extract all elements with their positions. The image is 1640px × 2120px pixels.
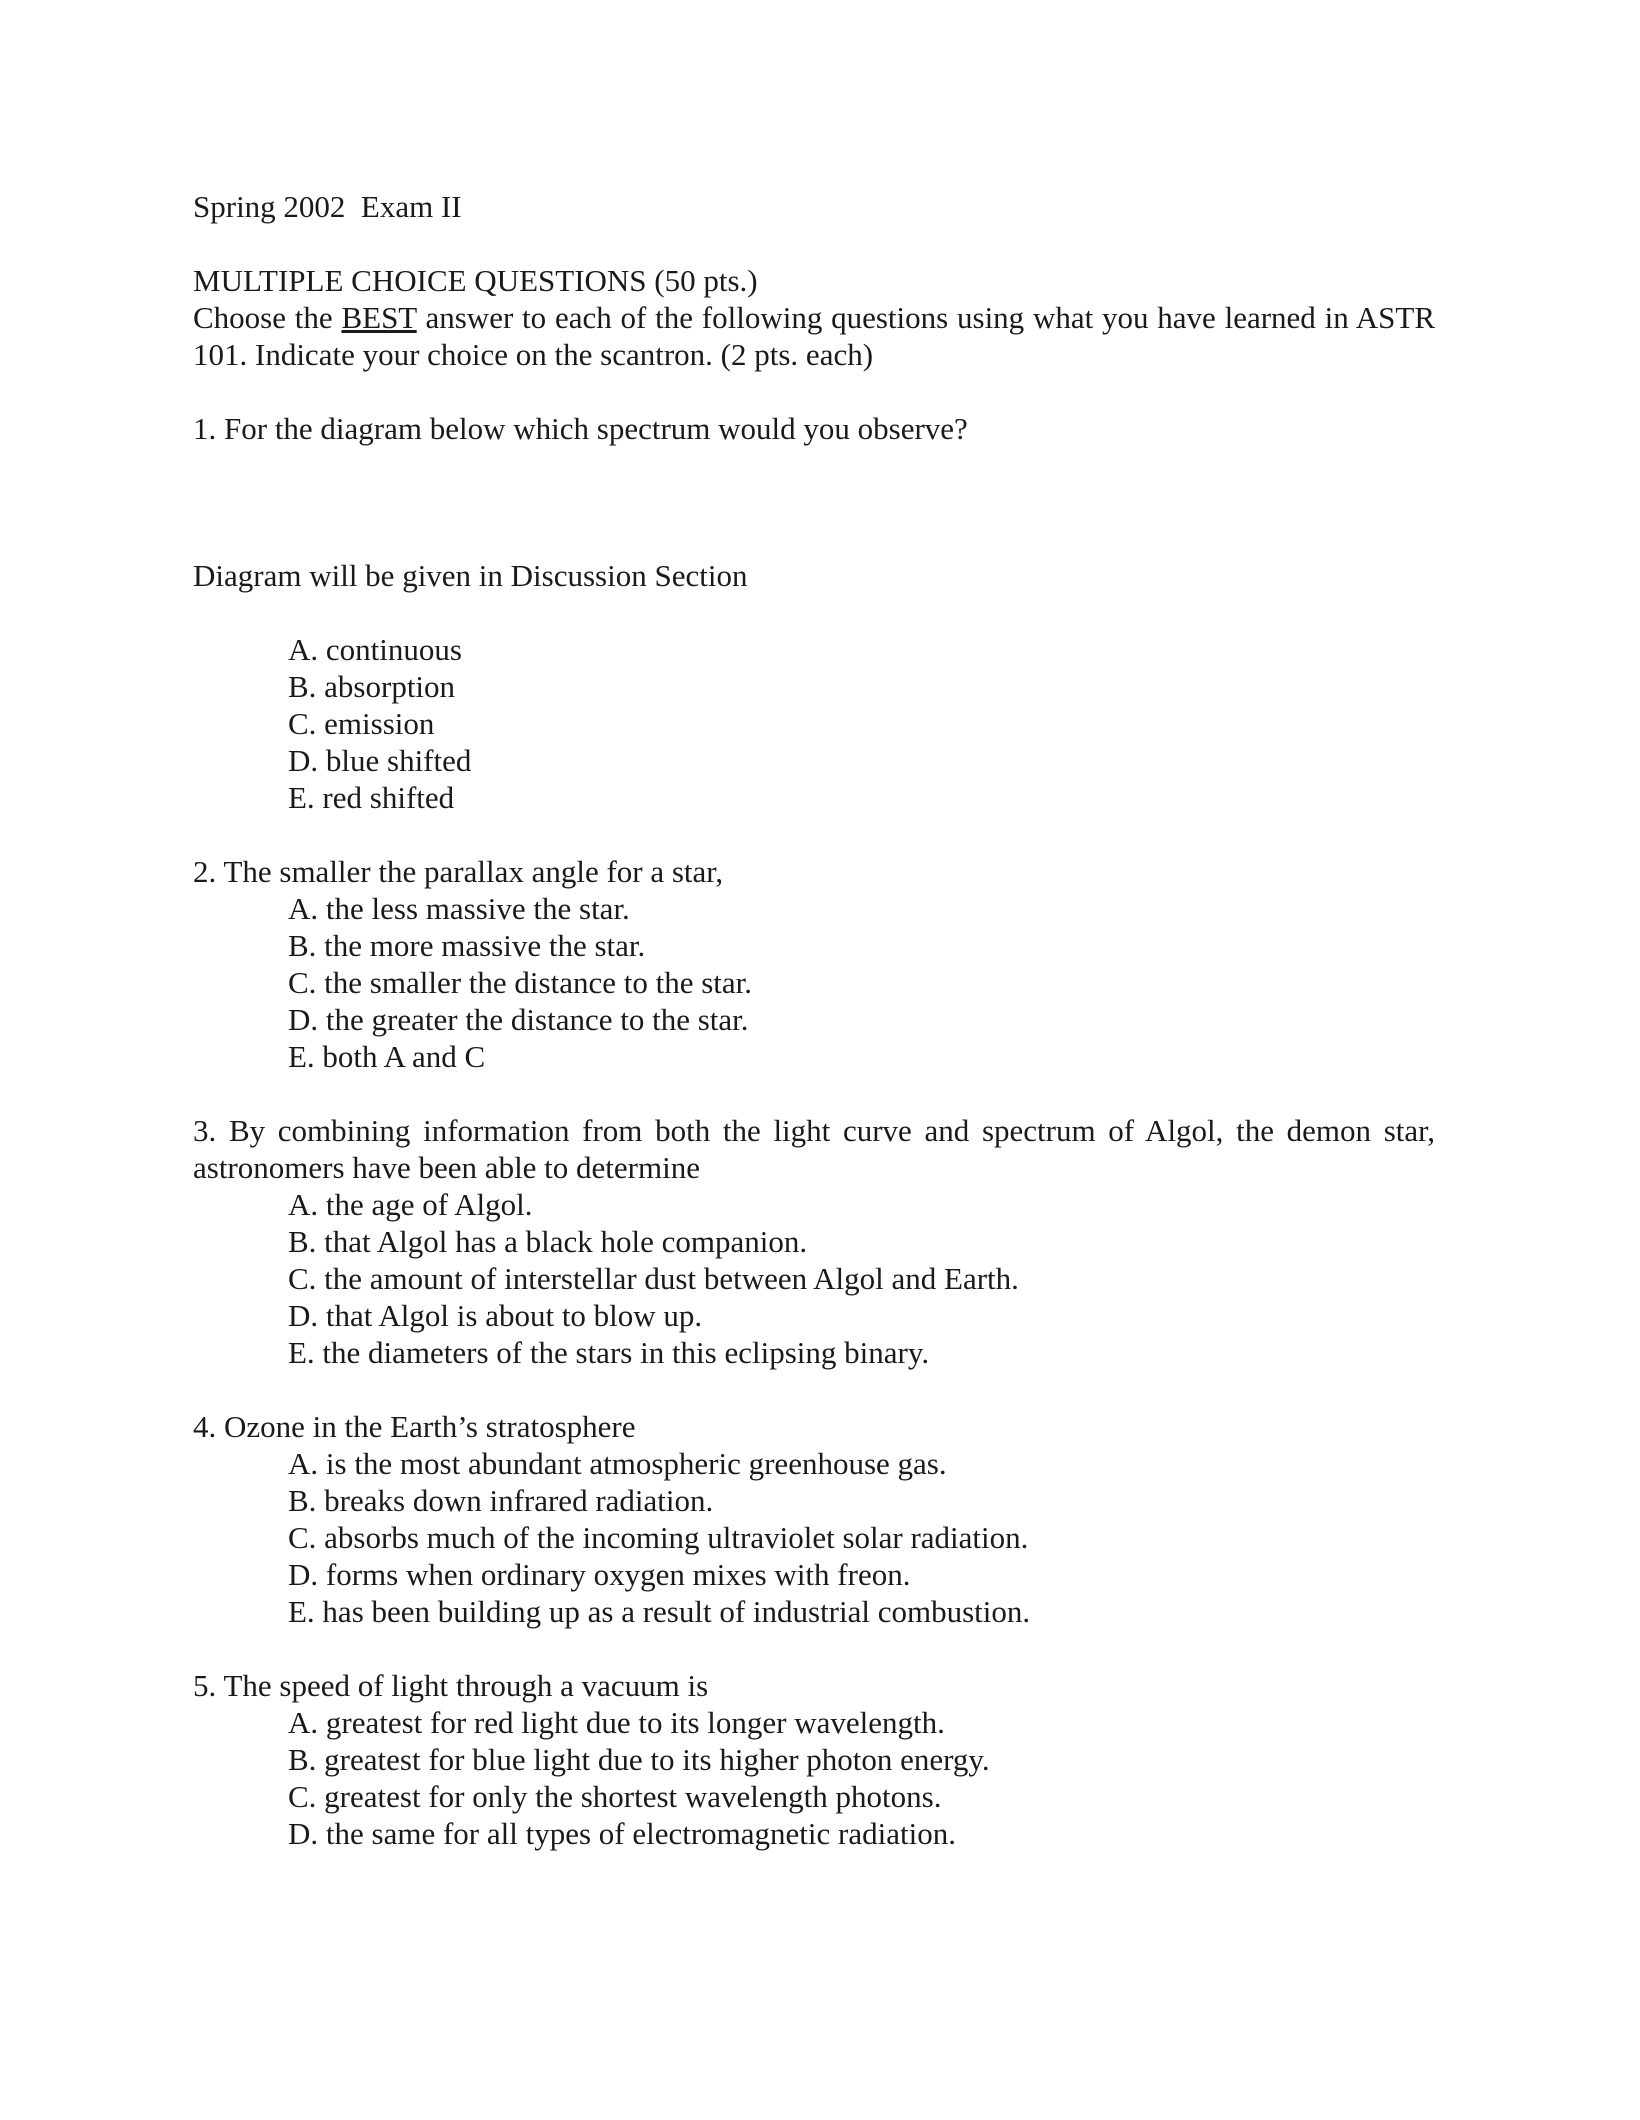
option-e: E. both A and C — [288, 1039, 486, 1074]
section-heading: MULTIPLE CHOICE QUESTIONS (50 pts.) — [193, 263, 758, 298]
answer-options — [193, 890, 1435, 1075]
option-a: A. the age of Algol. — [288, 1187, 533, 1222]
instructions-emphasis: BEST — [341, 300, 417, 335]
question-2 — [193, 853, 1435, 1075]
option-c: C. emission — [288, 706, 435, 741]
question-stem: 3. By combining information from both the light curve and spectrum of Algol, the demon star, astronomers have been able to determine — [193, 1113, 1435, 1185]
option-a: A. the less massive the star. — [288, 891, 630, 926]
instructions-end: answer to each of the following questions using what you have learned in ASTR 101. Indicate your choice on the scantron. (2 pts. each) — [193, 300, 1436, 372]
answer-options — [193, 631, 1435, 816]
exam-title: Spring 2002 Exam II — [193, 189, 462, 224]
option-a: A. is the most abundant atmospheric greenhouse gas. — [288, 1446, 947, 1481]
question-1 — [193, 410, 1435, 816]
question-stem: 2. The smaller the parallax angle for a star, — [193, 854, 724, 889]
answer-options — [193, 1186, 1435, 1371]
exam-page — [193, 188, 1435, 1852]
option-d: D. that Algol is about to blow up. — [288, 1298, 703, 1333]
instructions-start: Choose the — [193, 300, 333, 335]
option-c: C. greatest for only the shortest wavelength photons. — [288, 1779, 942, 1814]
answer-options — [193, 1445, 1435, 1630]
option-a: A. greatest for red light due to its longer wavelength. — [288, 1705, 945, 1740]
option-c: C. the amount of interstellar dust between Algol and Earth. — [288, 1261, 1019, 1296]
option-b: B. the more massive the star. — [288, 928, 646, 963]
option-d: D. blue shifted — [288, 743, 472, 778]
diagram-note: Diagram will be given in Discussion Section — [193, 558, 748, 593]
option-b: B. that Algol has a black hole companion. — [288, 1224, 808, 1259]
instructions — [193, 299, 1435, 373]
option-e: E. the diameters of the stars in this eclipsing binary. — [288, 1335, 930, 1370]
question-stem: 4. Ozone in the Earth’s stratosphere — [193, 1409, 636, 1444]
option-b: B. absorption — [288, 669, 456, 704]
question-5 — [193, 1667, 1435, 1852]
option-b: B. breaks down infrared radiation. — [288, 1483, 714, 1518]
question-stem: 1. For the diagram below which spectrum would you observe? — [193, 411, 968, 446]
option-d: D. the same for all types of electromagnetic radiation. — [288, 1816, 956, 1851]
option-b: B. greatest for blue light due to its higher photon energy. — [288, 1742, 990, 1777]
option-c: C. absorbs much of the incoming ultraviolet solar radiation. — [288, 1520, 1029, 1555]
option-e: E. red shifted — [288, 780, 455, 815]
question-3 — [193, 1112, 1435, 1371]
option-d: D. forms when ordinary oxygen mixes with freon. — [288, 1557, 911, 1592]
option-a: A. continuous — [288, 632, 462, 667]
question-stem: 5. The speed of light through a vacuum is — [193, 1668, 709, 1703]
option-d: D. the greater the distance to the star. — [288, 1002, 749, 1037]
question-4 — [193, 1408, 1435, 1630]
answer-options — [193, 1704, 1435, 1852]
option-e: E. has been building up as a result of industrial combustion. — [288, 1594, 1031, 1629]
option-c: C. the smaller the distance to the star. — [288, 965, 753, 1000]
